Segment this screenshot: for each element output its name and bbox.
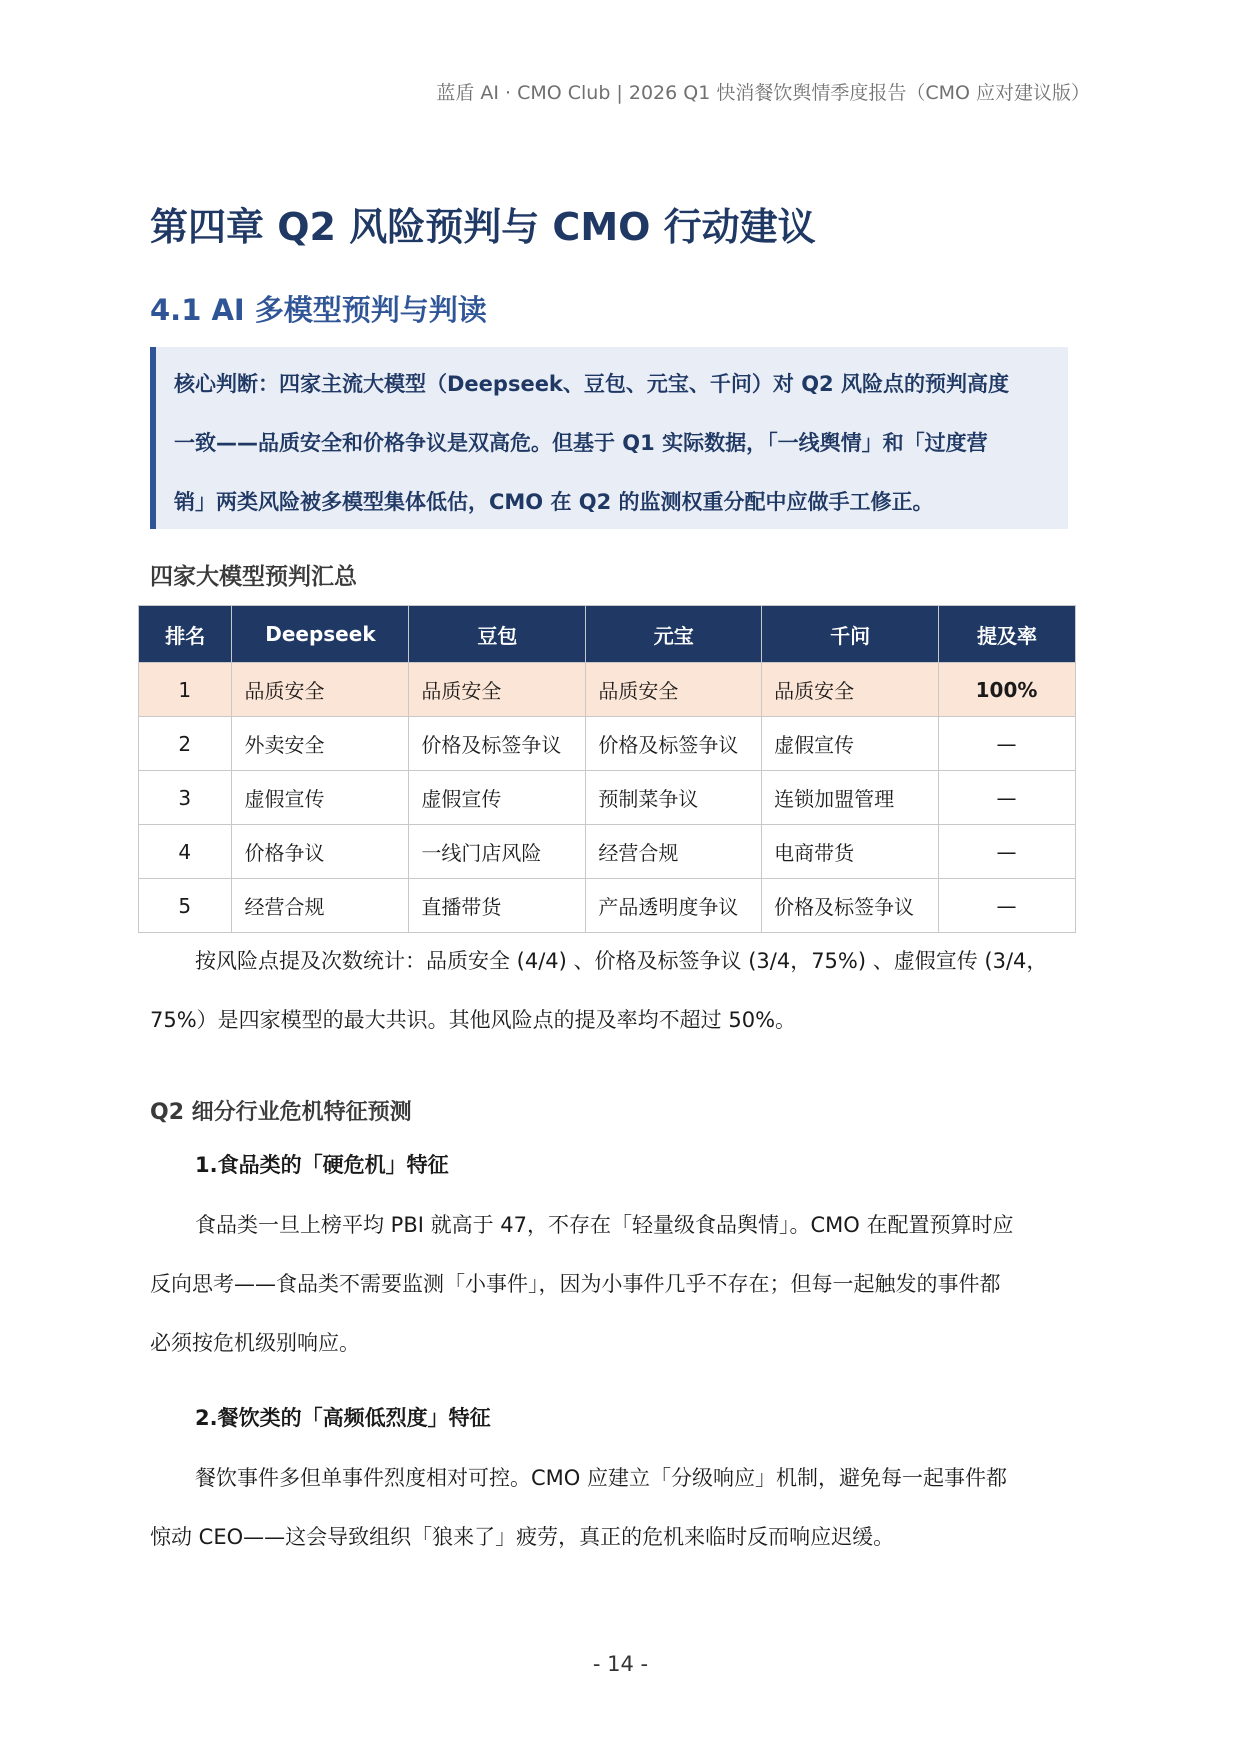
- table-cell: 直播带货: [409, 879, 586, 933]
- rank-cell: 2: [139, 717, 232, 771]
- rank-cell: 1: [139, 663, 232, 717]
- paragraph-line: 惊动 CEO——这会导致组织「狼来了」疲劳，真正的危机来临时反而响应迟缓。: [150, 1525, 895, 1549]
- callout-line: 销」两类风险被多模型集体低估，CMO 在 Q2 的监测权重分配中应做手工修正。: [174, 490, 934, 514]
- table-cell: 品质安全: [232, 663, 409, 717]
- table-cell: 虚假宣传: [409, 771, 586, 825]
- header-deepseek: Deepseek: [232, 606, 409, 663]
- chapter-title: 第四章 Q2 风险预判与 CMO 行动建议: [150, 205, 816, 249]
- paragraph-line: 餐饮事件多但单事件烈度相对可控。CMO 应建立「分级响应」机制，避免每一起事件都: [195, 1466, 1007, 1490]
- table-cell: 经营合规: [586, 825, 762, 879]
- table-cell: 价格及标签争议: [586, 717, 762, 771]
- table-cell: 价格争议: [232, 825, 409, 879]
- paragraph-line: 75%）是四家模型的最大共识。其他风险点的提及率均不超过 50%。: [150, 1008, 797, 1032]
- item-heading: 1.食品类的「硬危机」特征: [195, 1153, 449, 1177]
- paragraph-line: 必须按危机级别响应。: [150, 1331, 360, 1355]
- model-forecast-table: [138, 605, 1076, 933]
- mention-rate-cell: —: [939, 717, 1076, 771]
- table-header-row: [139, 606, 1076, 663]
- table-cell: 产品透明度争议: [586, 879, 762, 933]
- table-title: 四家大模型预判汇总: [150, 564, 357, 590]
- paragraph-line: 食品类一旦上榜平均 PBI 就高于 47，不存在「轻量级食品舆情」。CMO 在配置预算时应: [195, 1213, 1014, 1237]
- item-heading: 2.餐饮类的「高频低烈度」特征: [195, 1406, 491, 1430]
- mention-rate-cell: 100%: [939, 663, 1076, 717]
- callout-line: 核心判断：四家主流大模型（Deepseek、豆包、元宝、千问）对 Q2 风险点的预判高度: [174, 372, 1009, 396]
- header-doubao: 豆包: [409, 606, 586, 663]
- table-cell: 一线门店风险: [409, 825, 586, 879]
- header-mention-rate: 提及率: [939, 606, 1076, 663]
- paragraph-line: 按风险点提及次数统计：品质安全 (4/4) 、价格及标签争议 (3/4，75%) 、虚假宣传 (3/4，: [195, 949, 1048, 973]
- item1-paragraph: [150, 1196, 1095, 1373]
- mention-rate-cell: —: [939, 771, 1076, 825]
- rank-cell: 3: [139, 771, 232, 825]
- table-cell: 电商带货: [762, 825, 939, 879]
- paragraph-line: 反向思考——食品类不需要监测「小事件」，因为小事件几乎不存在；但每一起触发的事件都: [150, 1272, 1001, 1296]
- forecast-subheading: Q2 细分行业危机特征预测: [150, 1100, 412, 1125]
- mention-rate-cell: —: [939, 879, 1076, 933]
- table-cell: 价格及标签争议: [409, 717, 586, 771]
- table-cell: 外卖安全: [232, 717, 409, 771]
- table-cell: 虚假宣传: [232, 771, 409, 825]
- table-row: [139, 771, 1076, 825]
- header-yuanbao: 元宝: [586, 606, 762, 663]
- page-number: - 14 -: [592, 1652, 649, 1676]
- core-judgment-callout: [150, 347, 1068, 529]
- table-cell: 连锁加盟管理: [762, 771, 939, 825]
- table-cell: 品质安全: [586, 663, 762, 717]
- header-rank: 排名: [139, 606, 232, 663]
- callout-line: 一致——品质安全和价格争议是双高危。但基于 Q1 实际数据，「一线舆情」和「过度营: [174, 431, 988, 455]
- table-cell: 品质安全: [409, 663, 586, 717]
- rank-cell: 4: [139, 825, 232, 879]
- table-row: [139, 717, 1076, 771]
- mention-rate-cell: —: [939, 825, 1076, 879]
- summary-paragraph: [150, 932, 1095, 1050]
- table-cell: 价格及标签争议: [762, 879, 939, 933]
- running-header: 蓝盾 AI · CMO Club | 2026 Q1 快消餐饮舆情季度报告（CMO 应对建议版）: [436, 82, 1090, 104]
- rank-cell: 5: [139, 879, 232, 933]
- item2-paragraph: [150, 1449, 1095, 1567]
- table-row: [139, 825, 1076, 879]
- header-qianwen: 千问: [762, 606, 939, 663]
- table-cell: 经营合规: [232, 879, 409, 933]
- table-cell: 预制菜争议: [586, 771, 762, 825]
- table-row: [139, 879, 1076, 933]
- table-cell: 品质安全: [762, 663, 939, 717]
- table-row: [139, 663, 1076, 717]
- table-cell: 虚假宣传: [762, 717, 939, 771]
- section-title: 4.1 AI 多模型预判与判读: [150, 293, 487, 327]
